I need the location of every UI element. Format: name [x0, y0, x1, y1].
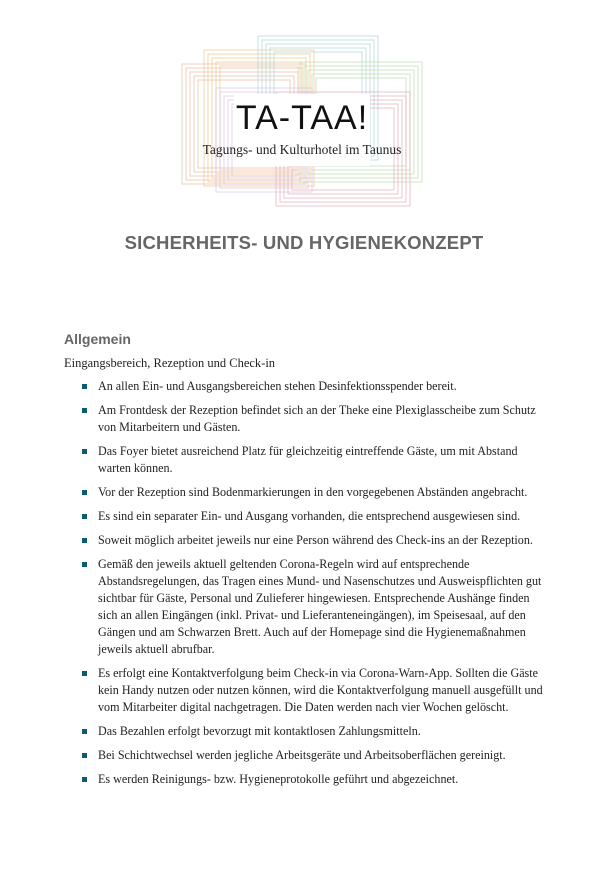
square-bullet-icon [82, 490, 87, 495]
list-item-text: Es sind ein separater Ein- und Ausgang vorhanden, die entsprechend ausgewiesen sind. [98, 509, 521, 523]
bullet-list [80, 378, 550, 795]
list-item-text: Soweit möglich arbeitet jeweils nur eine Person während des Check-ins an der Rezeption. [98, 533, 533, 547]
list-item-text: Am Frontdesk der Rezeption befindet sich an der Theke eine Plexiglasscheibe zum Schutz von Mitarbeitern und Gästen. [98, 403, 536, 434]
logo-subtitle: Tagungs- und Kulturhotel im Taunus [202, 142, 402, 157]
square-bullet-icon [82, 384, 87, 389]
list-item [80, 484, 550, 501]
list-item [80, 532, 550, 549]
list-item [80, 665, 550, 716]
list-item-text: Das Foyer bietet ausreichend Platz für gleichzeitig eintreffende Gäste, um mit Abstand warten können. [98, 444, 518, 475]
list-item [80, 771, 550, 788]
list-item [80, 402, 550, 436]
square-bullet-icon [82, 408, 87, 413]
section-subheading: Eingangsbereich, Rezeption und Check-in [64, 356, 276, 370]
list-item [80, 556, 550, 658]
list-item-text: Es werden Reinigungs- bzw. Hygieneprotokolle geführt und abgezeichnet. [98, 772, 459, 786]
list-item-text: Das Bezahlen erfolgt bevorzugt mit kontaktlosen Zahlungsmitteln. [98, 724, 421, 738]
square-bullet-icon [82, 729, 87, 734]
document-title: SICHERHEITS- UND HYGIENEKONZEPT [124, 232, 484, 253]
list-item-text: Bei Schichtwechsel werden jegliche Arbeitsgeräte und Arbeitsoberflächen gereinigt. [98, 748, 506, 762]
square-bullet-icon [82, 514, 87, 519]
square-bullet-icon [82, 538, 87, 543]
list-item-text: Es erfolgt eine Kontaktverfolgung beim Check-in via Corona-Warn-App. Sollten die Gäste kein Handy nutzen oder nutzen können, wird die Kontaktverfolgung manuell ausgefüllt und vom Mitarbeiter digital nachgetragen. Die Daten werden nach vier Wochen gelöscht. [98, 666, 543, 714]
list-item [80, 723, 550, 740]
square-bullet-icon [82, 562, 87, 567]
square-bullet-icon [82, 777, 87, 782]
square-bullet-icon [82, 449, 87, 454]
square-bullet-icon [82, 753, 87, 758]
list-item [80, 378, 550, 395]
list-item [80, 443, 550, 477]
list-item [80, 747, 550, 764]
list-item [80, 508, 550, 525]
square-bullet-icon [82, 671, 87, 676]
list-item-text: An allen Ein- und Ausgangsbereichen stehen Desinfektionsspender bereit. [98, 379, 457, 393]
hotel-logo [176, 32, 428, 212]
list-item-text: Gemäß den jeweils aktuell geltenden Corona-Regeln wird auf entsprechende Abstandsregelungen, das Tragen eines Mund- und Nasenschutzes und Ausweispflichten gut sichtbar für Gäste, Personal und Zulieferer hingewiesen. Entsprechende Aushänge finden sich an allen Eingängen (inkl. Privat- und Lieferanteneingängen), im Speisesaal, auf den Gängen und am Schwarzen Brett. Auch auf der Homepage sind die Hygienemaßnahmen jeweils aktuell abrufbar. [98, 557, 542, 656]
list-item-text: Vor der Rezeption sind Bodenmarkierungen in den vorgegebenen Abständen angebracht. [98, 485, 528, 499]
logo-title: TA-TAA! [235, 99, 369, 137]
section-heading: Allgemein [64, 331, 131, 347]
